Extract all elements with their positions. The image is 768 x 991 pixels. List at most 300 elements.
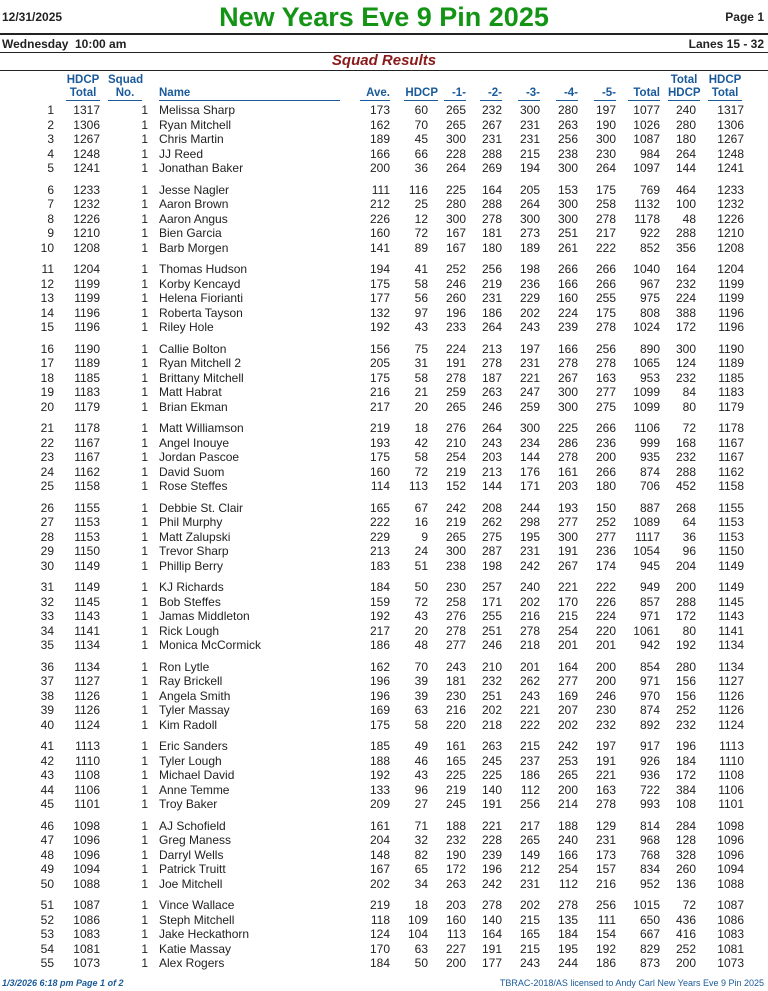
cell-htotal2: 1241 bbox=[717, 161, 744, 175]
cell-rank: 18 bbox=[40, 370, 54, 385]
cell-g3: 236 bbox=[519, 276, 540, 291]
cell-total: 1065 bbox=[633, 356, 660, 370]
cell-htotal2: 1226 bbox=[717, 211, 744, 226]
cell-rank: 35 bbox=[40, 638, 54, 652]
table-row bbox=[0, 291, 768, 306]
cell-g2: 203 bbox=[481, 450, 502, 464]
cell-thdcp: 416 bbox=[675, 927, 696, 941]
cell-g5: 221 bbox=[595, 768, 616, 782]
cell-total: 854 bbox=[639, 659, 660, 674]
cell-thdcp: 184 bbox=[675, 753, 696, 768]
cell-g4: 195 bbox=[557, 941, 578, 956]
cell-g2: 264 bbox=[481, 320, 502, 334]
cell-hdcp: 97 bbox=[414, 305, 428, 320]
cell-htotal2: 1183 bbox=[718, 385, 744, 399]
cell-g4: 135 bbox=[557, 912, 578, 927]
cell-g5: 231 bbox=[595, 833, 616, 847]
cell-htotal: 1185 bbox=[74, 370, 100, 385]
cell-g4: 200 bbox=[557, 782, 578, 797]
cell-htotal2: 1108 bbox=[718, 768, 744, 782]
cell-ave: 162 bbox=[369, 659, 390, 674]
cell-rank: 3 bbox=[47, 132, 54, 146]
cell-name: Alex Rogers bbox=[159, 956, 225, 970]
cell-htotal2: 1199 bbox=[718, 276, 744, 291]
cell-g5: 278 bbox=[595, 797, 616, 811]
cell-g2: 243 bbox=[481, 435, 502, 450]
cell-hdcp: 25 bbox=[414, 197, 428, 211]
underline bbox=[556, 100, 578, 101]
cell-thdcp: 196 bbox=[675, 739, 696, 753]
cell-htotal2: 1317 bbox=[717, 103, 744, 117]
underline bbox=[66, 100, 100, 101]
cell-g5: 266 bbox=[595, 464, 616, 479]
cell-total: 857 bbox=[639, 594, 660, 609]
cell-g1: 152 bbox=[445, 479, 466, 493]
cell-g5: 200 bbox=[595, 450, 616, 464]
cell-g2: 239 bbox=[481, 847, 502, 862]
cell-squad: 1 bbox=[141, 674, 148, 688]
cell-g5: 111 bbox=[597, 912, 616, 927]
cell-htotal2: 1178 bbox=[718, 421, 744, 435]
cell-name: Phil Murphy bbox=[159, 515, 223, 529]
cell-thdcp: 328 bbox=[675, 847, 696, 862]
cell-g3: 259 bbox=[519, 399, 540, 414]
cell-ave: 188 bbox=[369, 753, 390, 768]
row-group bbox=[0, 660, 768, 733]
cell-squad: 1 bbox=[141, 797, 148, 811]
cell-ave: 162 bbox=[369, 117, 390, 132]
cell-hdcp: 27 bbox=[414, 797, 428, 811]
cell-name: Eric Sanders bbox=[159, 739, 228, 753]
cell-hdcp: 56 bbox=[414, 291, 428, 305]
cell-g2: 218 bbox=[481, 717, 502, 732]
cell-g4: 214 bbox=[557, 797, 578, 811]
cell-thdcp: 452 bbox=[675, 479, 696, 493]
cell-g4: 256 bbox=[557, 132, 578, 146]
cell-thdcp: 128 bbox=[675, 833, 696, 847]
cell-total: 873 bbox=[639, 956, 660, 970]
cell-htotal2: 1248 bbox=[717, 146, 744, 161]
cell-name: Patrick Truitt bbox=[159, 862, 226, 876]
cell-ave: 177 bbox=[369, 291, 390, 305]
cell-htotal: 1094 bbox=[73, 862, 100, 876]
cell-g1: 265 bbox=[445, 399, 466, 414]
cell-htotal: 1088 bbox=[73, 876, 100, 891]
table-row bbox=[0, 147, 768, 162]
cell-g1: 203 bbox=[445, 898, 466, 912]
cell-rank: 22 bbox=[40, 435, 54, 450]
row-group bbox=[0, 342, 768, 415]
col-game-1: -1- bbox=[451, 87, 466, 99]
cell-ave: 217 bbox=[369, 399, 390, 414]
underline bbox=[159, 100, 340, 101]
table-row bbox=[0, 515, 768, 530]
cell-g1: 280 bbox=[445, 197, 466, 211]
cell-htotal: 1126 bbox=[74, 703, 100, 717]
cell-squad: 1 bbox=[141, 305, 148, 320]
cell-htotal2: 1208 bbox=[717, 240, 744, 255]
cell-hdcp: 82 bbox=[414, 847, 428, 862]
cell-ave: 183 bbox=[369, 558, 390, 573]
cell-squad: 1 bbox=[141, 818, 148, 833]
col-hdcp: HDCP bbox=[405, 87, 438, 99]
cell-g3: 218 bbox=[519, 638, 540, 652]
underline bbox=[594, 100, 616, 101]
cell-g3: 237 bbox=[519, 753, 540, 768]
cell-hdcp: 9 bbox=[421, 529, 428, 544]
cell-name: Phillip Berry bbox=[159, 558, 224, 573]
cell-total: 926 bbox=[639, 753, 660, 768]
cell-htotal2: 1086 bbox=[717, 912, 744, 927]
cell-g4: 277 bbox=[557, 515, 578, 529]
cell-g5: 278 bbox=[595, 211, 616, 226]
cell-name: Matt Zalupski bbox=[159, 529, 231, 544]
cell-htotal: 1101 bbox=[74, 797, 100, 811]
table-row bbox=[0, 819, 768, 834]
cell-rank: 31 bbox=[40, 580, 54, 594]
cell-ave: 200 bbox=[369, 161, 390, 175]
cell-g4: 201 bbox=[557, 638, 578, 652]
cell-htotal: 1196 bbox=[74, 305, 100, 320]
table-row bbox=[0, 877, 768, 892]
cell-g1: 277 bbox=[445, 638, 466, 652]
cell-g3: 300 bbox=[519, 421, 540, 435]
table-row bbox=[0, 212, 768, 227]
cell-htotal: 1190 bbox=[74, 341, 100, 356]
cell-g3: 216 bbox=[519, 609, 540, 623]
cell-g5: 266 bbox=[595, 421, 616, 435]
cell-rank: 6 bbox=[47, 182, 54, 197]
cell-rank: 21 bbox=[40, 421, 54, 435]
cell-hdcp: 43 bbox=[414, 609, 428, 623]
cell-thdcp: 204 bbox=[675, 558, 696, 573]
cell-ave: 213 bbox=[369, 544, 390, 558]
cell-htotal2: 1306 bbox=[717, 117, 744, 132]
cell-name: Steph Mitchell bbox=[159, 912, 235, 927]
cell-g3: 243 bbox=[519, 956, 540, 970]
cell-htotal: 1153 bbox=[74, 529, 100, 544]
cell-thdcp: 156 bbox=[675, 688, 696, 703]
cell-g4: 207 bbox=[557, 703, 578, 717]
cell-hdcp: 63 bbox=[414, 941, 428, 956]
cell-g1: 220 bbox=[445, 717, 466, 732]
cell-g5: 230 bbox=[595, 703, 616, 717]
cell-ave: 216 bbox=[369, 385, 390, 399]
cell-g1: 243 bbox=[445, 659, 466, 674]
col-hdcp-total2-line2: Total bbox=[711, 87, 739, 99]
cell-squad: 1 bbox=[141, 898, 148, 912]
cell-thdcp: 96 bbox=[682, 544, 696, 558]
cell-rank: 42 bbox=[40, 753, 54, 768]
row-group bbox=[0, 580, 768, 653]
cell-rank: 52 bbox=[40, 912, 54, 927]
cell-ave: 219 bbox=[369, 421, 390, 435]
cell-thdcp: 280 bbox=[675, 117, 696, 132]
cell-g3: 231 bbox=[519, 132, 540, 146]
cell-ave: 132 bbox=[369, 305, 390, 320]
cell-htotal2: 1167 bbox=[718, 435, 744, 450]
cell-squad: 1 bbox=[141, 103, 148, 117]
cell-g5: 278 bbox=[595, 320, 616, 334]
cell-thdcp: 72 bbox=[682, 421, 696, 435]
cell-g4: 166 bbox=[557, 341, 578, 356]
cell-htotal2: 1088 bbox=[717, 876, 744, 891]
table-row bbox=[0, 183, 768, 198]
cell-g1: 260 bbox=[445, 291, 466, 305]
cell-g5: 230 bbox=[595, 146, 616, 161]
cell-g1: 238 bbox=[445, 558, 466, 573]
cell-g2: 288 bbox=[481, 197, 502, 211]
cell-htotal: 1098 bbox=[73, 818, 100, 833]
cell-g4: 300 bbox=[557, 399, 578, 414]
cell-hdcp: 32 bbox=[414, 833, 428, 847]
cell-name: David Suom bbox=[159, 464, 225, 479]
session-day: Wednesday bbox=[2, 37, 69, 51]
cell-htotal: 1096 bbox=[73, 847, 100, 862]
cell-squad: 1 bbox=[141, 182, 148, 197]
cell-g1: 232 bbox=[445, 833, 466, 847]
cell-ave: 148 bbox=[369, 847, 390, 862]
cell-squad: 1 bbox=[141, 782, 148, 797]
cell-hdcp: 50 bbox=[414, 580, 428, 594]
cell-squad: 1 bbox=[141, 500, 148, 515]
col-hdcp-total-2 bbox=[708, 74, 742, 100]
cell-ave: 192 bbox=[369, 609, 390, 623]
cell-total: 999 bbox=[639, 435, 660, 450]
cell-htotal2: 1167 bbox=[718, 450, 744, 464]
cell-htotal: 1106 bbox=[74, 782, 100, 797]
cell-hdcp: 116 bbox=[408, 182, 428, 197]
cell-g5: 232 bbox=[595, 717, 616, 732]
cell-hdcp: 45 bbox=[414, 132, 428, 146]
cell-thdcp: 84 bbox=[682, 385, 696, 399]
cell-g1: 167 bbox=[445, 226, 466, 240]
cell-htotal: 1081 bbox=[73, 941, 100, 956]
row-group bbox=[0, 739, 768, 812]
cell-g3: 197 bbox=[519, 341, 540, 356]
cell-g2: 232 bbox=[481, 674, 502, 688]
cell-htotal2: 1096 bbox=[717, 847, 744, 862]
cell-g3: 265 bbox=[519, 833, 540, 847]
cell-g3: 215 bbox=[519, 941, 540, 956]
cell-g3: 194 bbox=[519, 161, 540, 175]
cell-thdcp: 172 bbox=[675, 609, 696, 623]
cell-g2: 263 bbox=[481, 385, 502, 399]
cell-total: 1097 bbox=[633, 161, 660, 175]
cell-g2: 278 bbox=[481, 211, 502, 226]
cell-rank: 54 bbox=[40, 941, 54, 956]
cell-ave: 124 bbox=[369, 927, 390, 941]
cell-ave: 222 bbox=[369, 515, 390, 529]
cell-g3: 195 bbox=[519, 529, 540, 544]
cell-g4: 263 bbox=[557, 117, 578, 132]
cell-g5: 190 bbox=[595, 117, 616, 132]
table-row bbox=[0, 927, 768, 942]
cell-htotal2: 1073 bbox=[717, 956, 744, 970]
cell-ave: 205 bbox=[369, 356, 390, 370]
cell-ave: 141 bbox=[369, 240, 390, 255]
cell-g4: 225 bbox=[557, 421, 578, 435]
cell-g3: 112 bbox=[520, 782, 540, 797]
cell-total: 970 bbox=[639, 688, 660, 703]
cell-total: 769 bbox=[639, 182, 660, 197]
cell-name: Ron Lytle bbox=[159, 659, 210, 674]
cell-g4: 244 bbox=[557, 956, 578, 970]
cell-total: 1132 bbox=[634, 197, 660, 211]
cell-htotal: 1127 bbox=[74, 674, 100, 688]
cell-htotal: 1167 bbox=[74, 450, 100, 464]
cell-total: 1099 bbox=[633, 385, 660, 399]
cell-hdcp: 75 bbox=[414, 341, 428, 356]
cell-htotal2: 1110 bbox=[719, 753, 744, 768]
cell-squad: 1 bbox=[141, 753, 148, 768]
cell-total: 1024 bbox=[633, 320, 660, 334]
table-row bbox=[0, 277, 768, 292]
cell-g5: 175 bbox=[595, 305, 616, 320]
cell-htotal2: 1126 bbox=[718, 688, 744, 703]
cell-g4: 286 bbox=[557, 435, 578, 450]
cell-rank: 16 bbox=[40, 341, 54, 356]
cell-name: Aaron Angus bbox=[159, 211, 228, 226]
cell-ave: 175 bbox=[369, 717, 390, 732]
cell-g4: 202 bbox=[557, 717, 578, 732]
col-game-3: -3- bbox=[525, 87, 540, 99]
cell-g4: 300 bbox=[557, 161, 578, 175]
cell-g5: 246 bbox=[595, 688, 616, 703]
cell-g1: 224 bbox=[445, 341, 466, 356]
table-row bbox=[0, 862, 768, 877]
cell-g5: 255 bbox=[595, 291, 616, 305]
cell-g4: 160 bbox=[557, 291, 578, 305]
cell-htotal2: 1096 bbox=[717, 833, 744, 847]
cell-htotal2: 1149 bbox=[718, 558, 744, 573]
cell-g3: 278 bbox=[519, 623, 540, 638]
cell-ave: 184 bbox=[369, 956, 390, 970]
underline bbox=[518, 100, 540, 101]
cell-g3: 165 bbox=[519, 927, 540, 941]
cell-htotal2: 1233 bbox=[717, 182, 744, 197]
cell-squad: 1 bbox=[141, 717, 148, 732]
cell-total: 936 bbox=[639, 768, 660, 782]
cell-g2: 255 bbox=[481, 609, 502, 623]
cell-thdcp: 192 bbox=[675, 638, 696, 652]
cell-squad: 1 bbox=[141, 833, 148, 847]
cell-rank: 28 bbox=[40, 529, 54, 544]
cell-rank: 24 bbox=[40, 464, 54, 479]
cell-total: 1015 bbox=[633, 898, 660, 912]
cell-g4: 153 bbox=[557, 182, 578, 197]
cell-thdcp: 80 bbox=[682, 399, 696, 414]
cell-g3: 300 bbox=[519, 103, 540, 117]
cell-g1: 278 bbox=[445, 370, 466, 385]
cell-ave: 111 bbox=[371, 182, 390, 197]
cell-rank: 37 bbox=[40, 674, 54, 688]
table-row bbox=[0, 241, 768, 256]
cell-hdcp: 18 bbox=[414, 898, 428, 912]
cell-g2: 251 bbox=[481, 623, 502, 638]
cell-g2: 198 bbox=[481, 558, 502, 573]
cell-g2: 231 bbox=[481, 132, 502, 146]
cell-name: Aaron Brown bbox=[159, 197, 229, 211]
cell-hdcp: 39 bbox=[414, 688, 428, 703]
cell-g1: 181 bbox=[445, 674, 466, 688]
table-row bbox=[0, 479, 768, 494]
cell-squad: 1 bbox=[141, 276, 148, 291]
cell-g1: 242 bbox=[445, 500, 466, 515]
cell-htotal: 1113 bbox=[75, 739, 100, 753]
cell-total: 852 bbox=[639, 240, 660, 255]
cell-g2: 246 bbox=[481, 399, 502, 414]
cell-g5: 236 bbox=[595, 544, 616, 558]
cell-g1: 246 bbox=[445, 276, 466, 291]
cell-g5: 258 bbox=[595, 197, 616, 211]
cell-htotal: 1162 bbox=[74, 464, 100, 479]
cell-htotal2: 1196 bbox=[718, 305, 744, 320]
cell-name: Greg Maness bbox=[159, 833, 232, 847]
cell-name: Helena Fiorianti bbox=[159, 291, 244, 305]
col-name: Name bbox=[159, 87, 191, 99]
cell-g2: 221 bbox=[481, 818, 502, 833]
table-row bbox=[0, 436, 768, 451]
cell-htotal: 1158 bbox=[74, 479, 100, 493]
cell-rank: 27 bbox=[40, 515, 54, 529]
cell-hdcp: 20 bbox=[414, 623, 428, 638]
cell-g5: 154 bbox=[595, 927, 616, 941]
cell-g5: 277 bbox=[595, 529, 616, 544]
cell-g3: 256 bbox=[519, 797, 540, 811]
cell-htotal2: 1126 bbox=[718, 703, 744, 717]
cell-thdcp: 252 bbox=[675, 703, 696, 717]
cell-htotal: 1110 bbox=[75, 753, 100, 768]
cell-ave: 186 bbox=[369, 638, 390, 652]
cell-name: Bien Garcia bbox=[159, 226, 222, 240]
cell-htotal2: 1134 bbox=[718, 659, 744, 674]
cell-squad: 1 bbox=[141, 464, 148, 479]
cell-htotal2: 1210 bbox=[717, 226, 744, 240]
cell-thdcp: 240 bbox=[675, 103, 696, 117]
cell-htotal: 1199 bbox=[74, 291, 100, 305]
table-row bbox=[0, 356, 768, 371]
cell-g5: 222 bbox=[595, 240, 616, 255]
table-row bbox=[0, 197, 768, 212]
cell-g2: 275 bbox=[481, 529, 502, 544]
cell-squad: 1 bbox=[141, 226, 148, 240]
cell-total: 892 bbox=[639, 717, 660, 732]
cell-htotal: 1183 bbox=[74, 385, 100, 399]
cell-name: JJ Reed bbox=[159, 146, 204, 161]
table-row bbox=[0, 132, 768, 147]
cell-name: Tyler Massay bbox=[159, 703, 230, 717]
table-row bbox=[0, 718, 768, 733]
cell-g3: 242 bbox=[519, 558, 540, 573]
cell-thdcp: 232 bbox=[675, 450, 696, 464]
cell-htotal: 1108 bbox=[74, 768, 100, 782]
cell-g3: 229 bbox=[519, 291, 540, 305]
cell-hdcp: 43 bbox=[414, 320, 428, 334]
cell-rank: 36 bbox=[40, 659, 54, 674]
cell-thdcp: 100 bbox=[675, 197, 696, 211]
cell-rank: 43 bbox=[40, 768, 54, 782]
col-squad-line1: Squad bbox=[108, 74, 144, 86]
cell-name: Monica McCormick bbox=[159, 638, 262, 652]
cell-htotal2: 1094 bbox=[717, 862, 744, 876]
cell-g2: 181 bbox=[481, 226, 502, 240]
table-row bbox=[0, 942, 768, 957]
cell-squad: 1 bbox=[141, 956, 148, 970]
cell-rank: 41 bbox=[40, 739, 54, 753]
cell-name: Tyler Lough bbox=[159, 753, 222, 768]
cell-g3: 186 bbox=[519, 768, 540, 782]
